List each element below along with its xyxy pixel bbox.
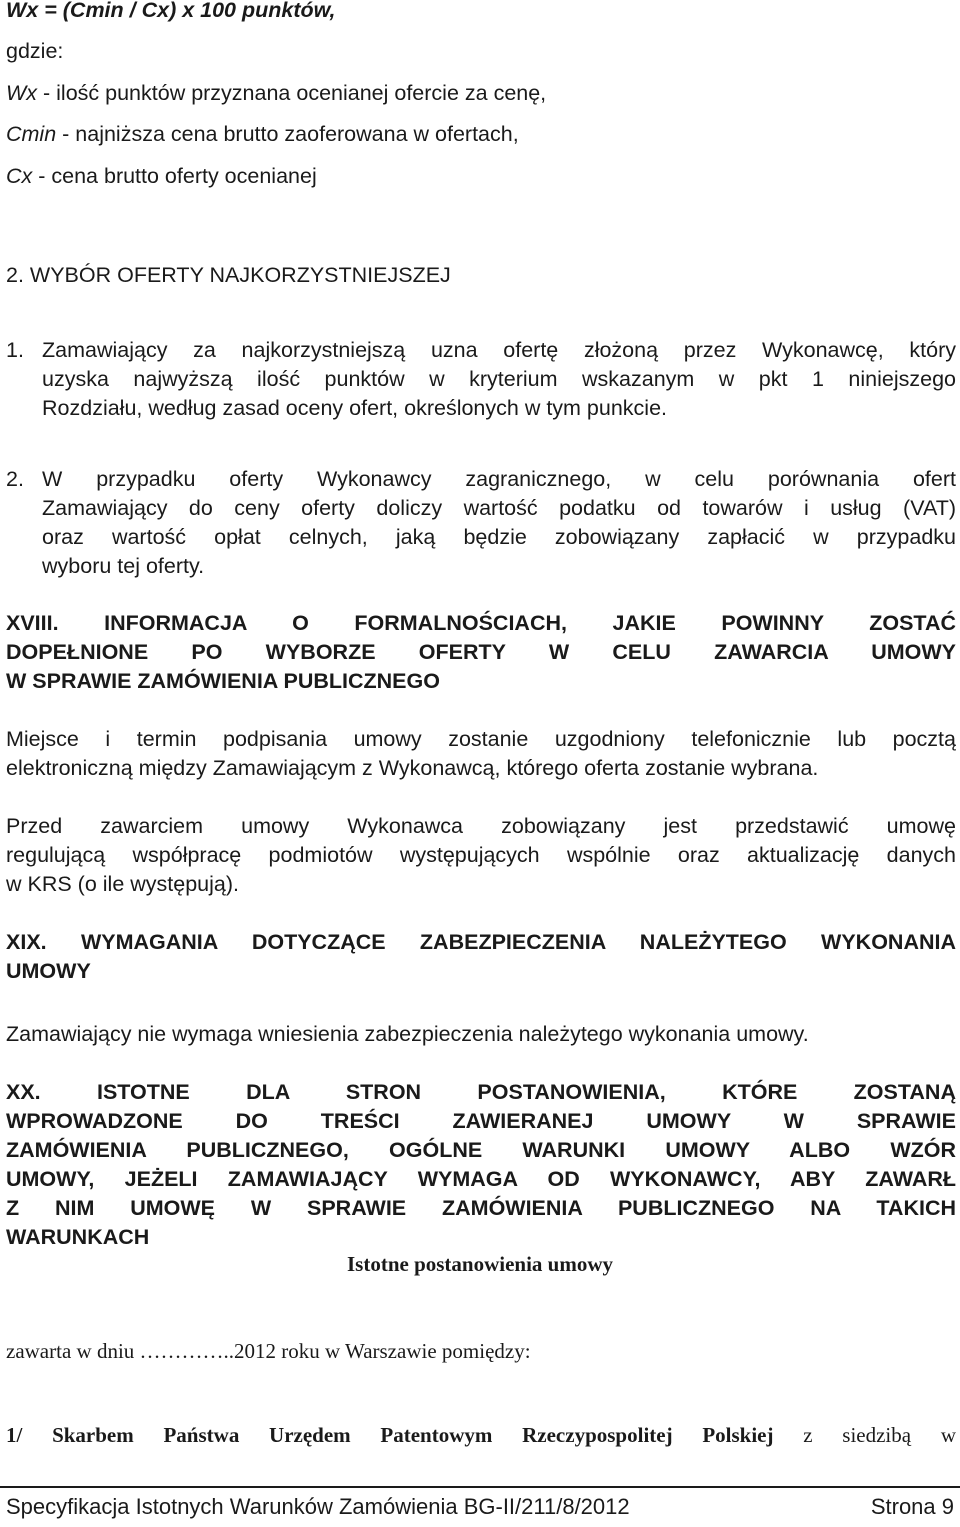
section-20-heading-line: WARUNKACH xyxy=(6,1225,150,1249)
section-19-heading-line: UMOWY xyxy=(6,959,91,983)
section-18-para-1-line: Miejsce i termin podpisania umowy zostanie uzgodniony telefonicznie lub pocztą xyxy=(6,727,956,751)
section-20-heading-line: WPROWADZONE DO TREŚCI ZAWIERANEJ UMOWY W SPRAWIE xyxy=(6,1109,956,1133)
section-20-heading-line: UMOWY, JEŻELI ZAMAWIAJĄCY WYMAGA OD WYKONAWCY, ABY ZAWARŁ xyxy=(6,1167,956,1191)
section-18-para-2-line: w KRS (o ile występują). xyxy=(6,872,239,896)
point-2-line: Zamawiający do ceny oferty doliczy wartość podatku od towarów i usług (VAT) xyxy=(42,496,956,520)
section-20-heading-line: ZAMÓWIENIA PUBLICZNEGO, OGÓLNE WARUNKI UMOWY ALBO WZÓR xyxy=(6,1138,956,1162)
section-19-heading-line: XIX. WYMAGANIA DOTYCZĄCE ZABEZPIECZENIA NALEŻYTEGO WYKONANIA xyxy=(6,930,956,954)
wx-symbol: Wx xyxy=(6,81,38,105)
section-18-heading-line: XVIII. INFORMACJA O FORMALNOŚCIACH, JAKIE POWINNY ZOSTAĆ xyxy=(6,611,956,635)
section-20-heading-line: Z NIM UMOWĘ W SPRAWIE ZAMÓWIENIA PUBLICZNEGO NA TAKICH xyxy=(6,1196,956,1220)
formula-line: Wx = (Cmin / Cx) x 100 punktów, xyxy=(6,0,336,22)
formula-where: gdzie: xyxy=(6,39,64,63)
cmin-description: - najniższa cena brutto zaoferowana w ofertach, xyxy=(56,122,519,146)
point-2-line: oraz wartość opłat celnych, jaką będzie zobowiązany zapłacić w przypadku xyxy=(42,525,956,549)
point-1-line: Rozdziału, według zasad oceny ofert, określonych w tym punkcie. xyxy=(42,396,668,420)
point-2-line: wyboru tej oferty. xyxy=(42,554,205,578)
party-1-seat: z siedzibą w xyxy=(773,1423,956,1447)
cx-symbol: Cx xyxy=(6,164,33,188)
section-18-para-2-line: regulującą współpracę podmiotów występujących wspólnie oraz aktualizację danych xyxy=(6,843,956,867)
section-18-para-1-line: elektroniczną między Zamawiającym z Wykonawcą, którego oferta zostanie wybrana. xyxy=(6,756,819,780)
formula-cmin-definition xyxy=(6,120,519,149)
party-1-name: 1/ Skarbem Państwa Urzędem Patentowym Rzeczypospolitej Polskiej xyxy=(6,1423,774,1447)
cx-description: - cena brutto oferty ocenianej xyxy=(32,164,317,188)
point-1-number: 1. xyxy=(6,338,24,362)
formula-wx-definition xyxy=(6,79,546,108)
section-19-para: Zamawiający nie wymaga wniesienia zabezpieczenia należytego wykonania umowy. xyxy=(6,1022,809,1046)
cmin-symbol: Cmin xyxy=(6,122,57,146)
point-2-line: W przypadku oferty Wykonawcy zagranicznego, w celu porównania ofert xyxy=(42,467,956,491)
point-2-number: 2. xyxy=(6,467,24,491)
point-1-line: uzyska najwyższą ilość punktów w kryterium wskazanym w pkt 1 niniejszego xyxy=(42,367,956,391)
contract-party-1 xyxy=(6,1421,956,1450)
footer-divider xyxy=(0,1486,960,1488)
footer-document-title: Specyfikacja Istotnych Warunków Zamówienia BG-II/211/8/2012 xyxy=(6,1494,630,1519)
contract-signed-line: zawarta w dniu …………..2012 roku w Warszawie pomiędzy: xyxy=(6,1339,531,1363)
contract-title: Istotne postanowienia umowy xyxy=(346,1252,614,1276)
section-18-heading-line: W SPRAWIE ZAMÓWIENIA PUBLICZNEGO xyxy=(6,669,440,693)
formula-cx-definition xyxy=(6,162,317,191)
section-18-para-2-line: Przed zawarciem umowy Wykonawca zobowiązany jest przedstawić umowę xyxy=(6,814,956,838)
section-20-heading-line: XX. ISTOTNE DLA STRON POSTANOWIENIA, KTÓRE ZOSTANĄ xyxy=(6,1080,956,1104)
section-18-heading-line: DOPEŁNIONE PO WYBORZE OFERTY W CELU ZAWARCIA UMOWY xyxy=(6,640,956,664)
footer-page-number: Strona 9 xyxy=(870,1494,954,1519)
point-1-line: Zamawiający za najkorzystniejszą uzna ofertę złożoną przez Wykonawcę, który xyxy=(42,338,956,362)
wx-description: - ilość punktów przyznana ocenianej ofercie za cenę, xyxy=(37,81,547,105)
section-2-heading: 2. WYBÓR OFERTY NAJKORZYSTNIEJSZEJ xyxy=(6,263,451,287)
